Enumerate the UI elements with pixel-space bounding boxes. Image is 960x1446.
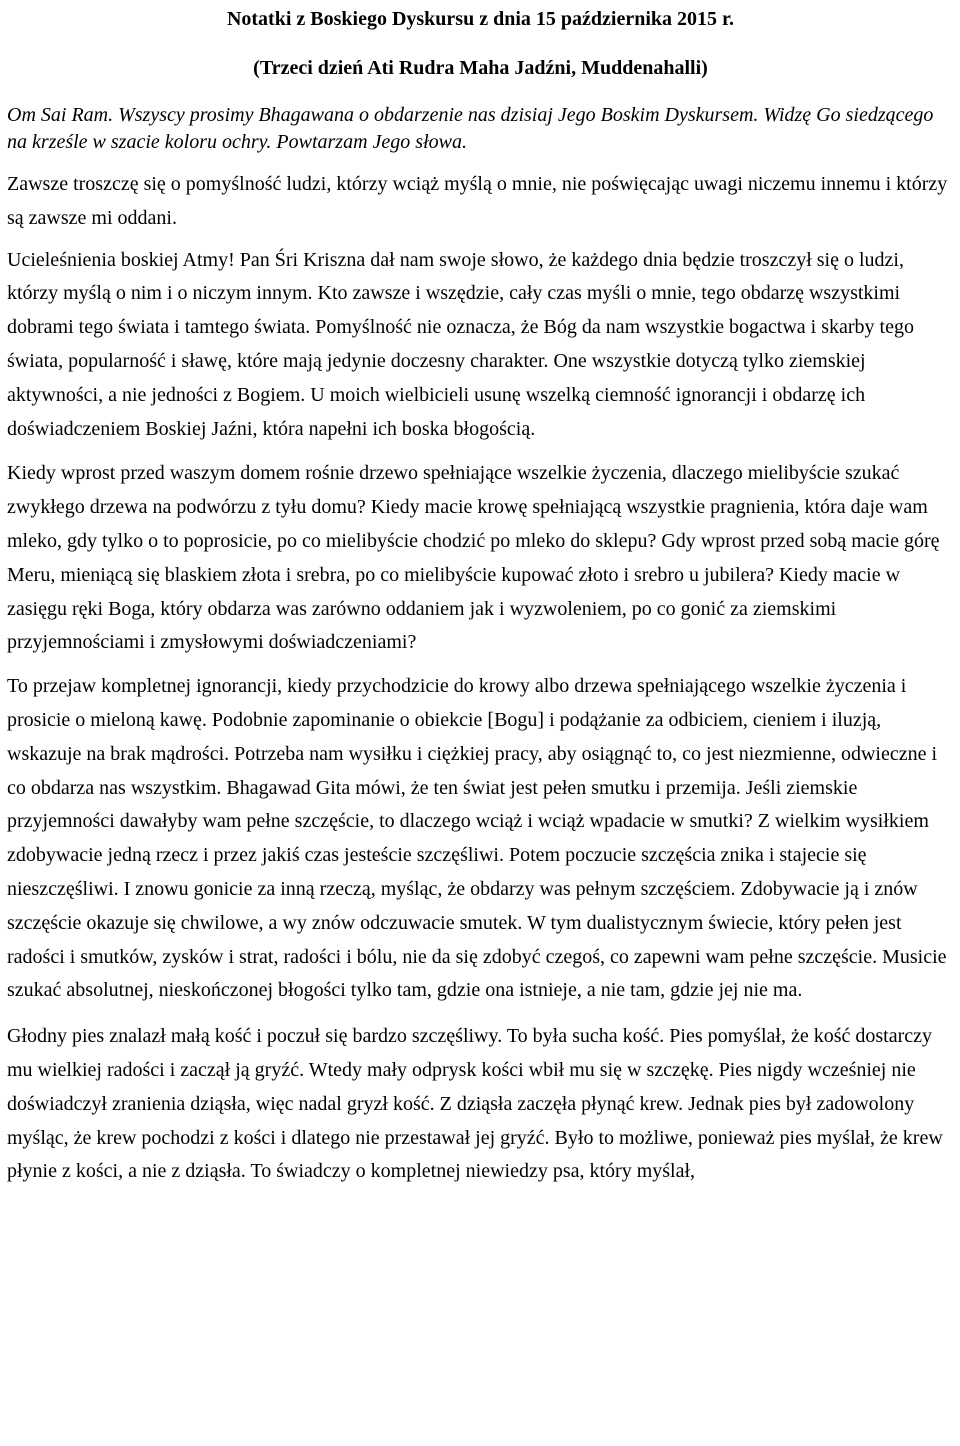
document-title: Notatki z Boskiego Dyskursu z dnia 15 października 2015 r. xyxy=(226,8,735,30)
body-paragraph-5: Głodny pies znalazł małą kość i poczuł się bardzo szczęśliwy. To była sucha kość. Pies pomyślał, że kość dostarczy mu wielkiej radości i zaczął ją gryźć. Wtedy mały odprysk kości wbił mu się w szczękę. Pies nigdy wcześniej nie doświadczył zranienia dziąsła, więc nadal gryzł kość. Z dziąsła zaczęła płynąć krew. Jednak pies był zadowolony myśląc, że krew pochodzi z kości i dlatego nie przestawał jej gryźć. Było to możliwe, ponieważ pies myślał, że krew płynie z kości, a nie z dziąsła. To świadczy o kompletnej niewiedzy psa, który myślał, xyxy=(7,1025,943,1183)
body-paragraph-1: Zawsze troszczę się o pomyślność ludzi, którzy wciąż myślą o mnie, nie poświęcając uwagi niczemu innemu i którzy są zawsze mi oddani. xyxy=(7,173,948,229)
body-paragraph-2: Ucieleśnienia boskiej Atmy! Pan Śri Kriszna dał nam swoje słowo, że każdego dnia będzie troszczył się o ludzi, którzy myślą o nim i o niczym innym. Kto zawsze i wszędzie, cały czas myśli o mnie, tego obdarzę wszystkimi dobrami tego świata i tamtego świata. Pomyślność nie oznacza, że Bóg da nam wszystkie bogactwa i skarby tego świata, popularność i sławę, które mają jedynie doczesny charakter. One wszystkie dotyczą tylko ziemskiej aktywności, a nie jedności z Bogiem. U moich wielbicieli usunę wszelką ciemność ignorancji i obdarzę ich doświadczeniem Boskiej Jaźni, która napełni ich boska błogością. xyxy=(7,248,914,440)
intro-paragraph: Om Sai Ram. Wszyscy prosimy Bhagawana o obdarzenie nas dzisiaj Jego Boskim Dyskursem. Widzę Go siedzącego na krześle w szacie koloru ochry. Powtarzam Jego słowa. xyxy=(7,104,934,153)
body-paragraph-4: To przejaw kompletnej ignorancji, kiedy przychodzicie do krowy albo drzewa spełniającego wszelkie życzenia i prosicie o mieloną kawę. Podobnie zapominanie o obiekcie [Bogu] i podążanie za odbiciem, cieniem i iluzją, wskazuje na brak mądrości. Potrzeba nam wysiłku i ciężkiej pracy, aby osiągnąć to, co jest niezmienne, odwieczne i co obdarza nas wszystkim. Bhagawad Gita mówi, że ten świat jest pełen smutku i przemija. Jeśli ziemskie przyjemności dawałyby wam pełne szczęście, to dlaczego wciąż i wciąż wpadacie w smutki? Z wielkim wysiłkiem zdobywacie jedną rzecz i przez jakiś czas jesteście szczęśliwi. Potem poczucie szczęścia znika i stajecie się nieszczęśliwi. I znowu gonicie za inną rzeczą, myśląc, że obdarzy was pełnym szczęściem. Zdobywacie ją i znów szczęście okazuje się chwilowe, a wy znów odczuwacie smutek. W tym dualistycznym świecie, który pełen jest radości i smutków, zysków i strat, radości i bólu, nie da się zdobyć czegoś, co zapewni wam pełne szczęście. Musicie szukać absolutnej, nieskończonej błogości tylko tam, gdzie ona istnieje, a nie tam, gdzie jej nie ma. xyxy=(7,675,947,1002)
document-subtitle: (Trzeci dzień Ati Rudra Maha Jadźni, Muddenahalli) xyxy=(253,57,708,79)
body-paragraph-3: Kiedy wprost przed waszym domem rośnie drzewo spełniające wszelkie życzenia, dlaczego mielibyście szukać zwykłego drzewa na podwórzu z tyłu domu? Kiedy macie krowę spełniającą wszystkie pragnienia, która daje wam mleko, gdy tylko o to poprosicie, po co mielibyście chodzić po mleko do sklepu? Gdy wprost przed sobą macie górę Meru, mieniącą się blaskiem złota i srebra, po co mielibyście kupować złoto i srebro u jubilera? Kiedy macie w zasięgu ręki Boga, który obdarza was zarówno oddaniem jak i wyzwoleniem, po co gonić za ziemskimi przyjemnościami i zmysłowymi doświadczeniami? xyxy=(7,462,940,654)
